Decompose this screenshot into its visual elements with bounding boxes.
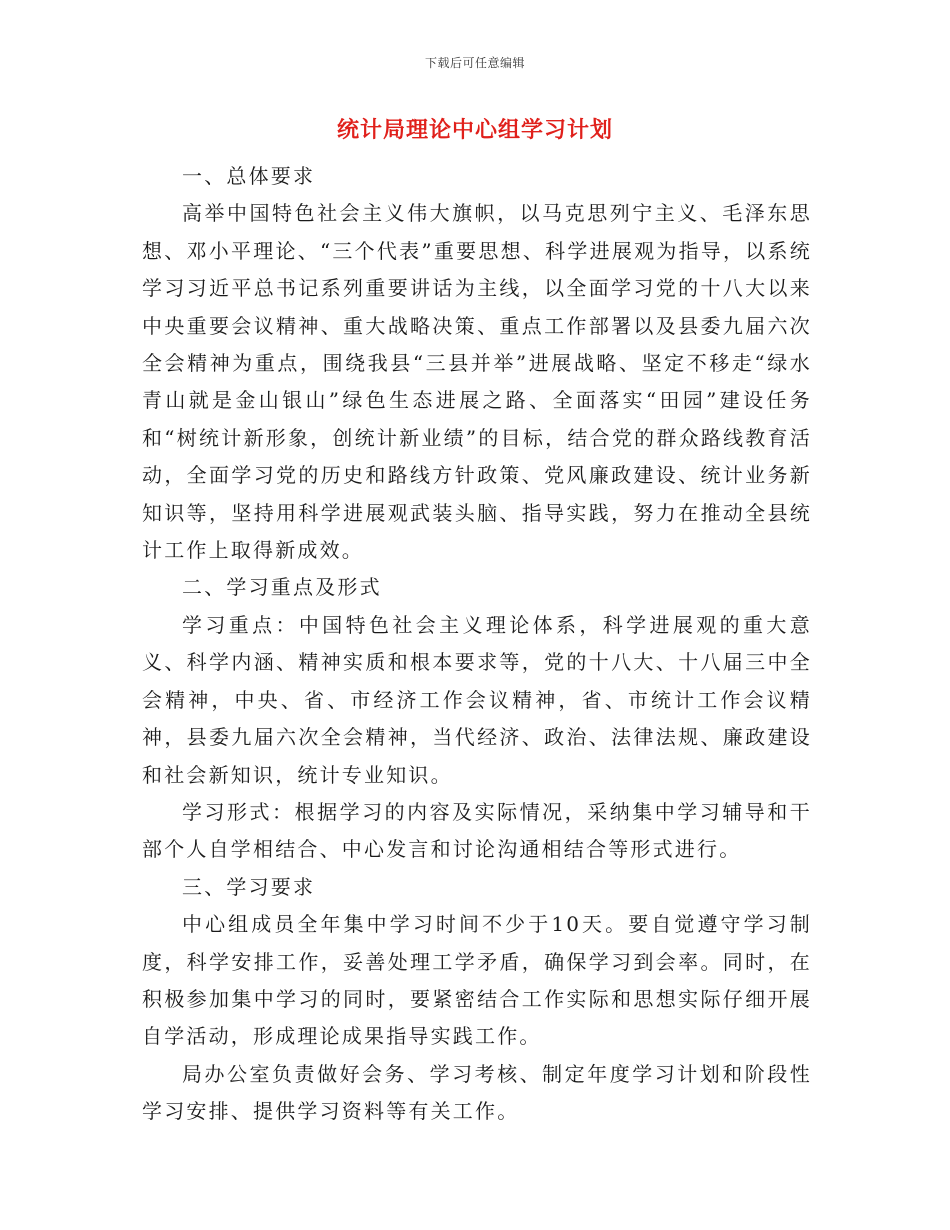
header-note: 下载后可任意编辑	[424, 56, 525, 70]
section-heading-general: 一、总体要求	[182, 164, 316, 188]
document-title: 统计局理论中心组学习计划	[336, 117, 613, 143]
section-heading-requirements: 三、学习要求	[182, 874, 316, 899]
paragraph-general-requirements: 高举中国特色社会主义伟大旗帜，以马克思列宁主义、毛泽东思想、邓小平理论、“三个代表”重要思想、科学进展观为指导，以系统学习习近平总书记系列重要讲话为主线，以全面学习党的十八大以来中央重要会议精神、重大战略决策、重点工作部署以及县委九届六次全会精神为重点，围绕我县“三县并举”进展战略、坚定不移走“绿水青山就是金山银山”绿色生态进展之路、全面落实“田园”建设任务和“树统计新形象，创统计新业绩”的目标，结合党的群众路线教育活动，全面学习党的历史和路线方针政策、党风廉政建设、统计业务新知识等，坚持用科学进展观武装头脑、指导实践，努力在推动全县统计工作上取得新成效。	[142, 201, 812, 563]
paragraph-study-requirements: 中心组成员全年集中学习时间不少于10天。要自觉遵守学习制度，科学安排工作，妥善处理工学矛盾，确保学习到会率。同时，在积极参加集中学习的同时，要紧密结合工作实际和思想实际仔细开展自学活动，形成理论成果指导实践工作。	[142, 912, 812, 1049]
section-heading-focus: 二、学习重点及形式	[182, 575, 382, 600]
paragraph-office-duties: 局办公室负责做好会务、学习考核、制定年度学习计划和阶段性学习安排、提供学习资料等有关工作。	[142, 1061, 812, 1124]
document-body	[142, 158, 812, 1131]
paragraph-study-focus: 学习重点：中国特色社会主义理论体系，科学进展观的重大意义、科学内涵、精神实质和根本要求等，党的十八大、十八届三中全会精神，中央、省、市经济工作会议精神，省、市统计工作会议精神，县委九届六次全会精神，当代经济、政治、法律法规、廉政建设和社会新知识，统计专业知识。	[142, 612, 812, 787]
paragraph-study-format: 学习形式：根据学习的内容及实际情况，采纳集中学习辅导和干部个人自学相结合、中心发言和讨论沟通相结合等形式进行。	[142, 799, 812, 862]
